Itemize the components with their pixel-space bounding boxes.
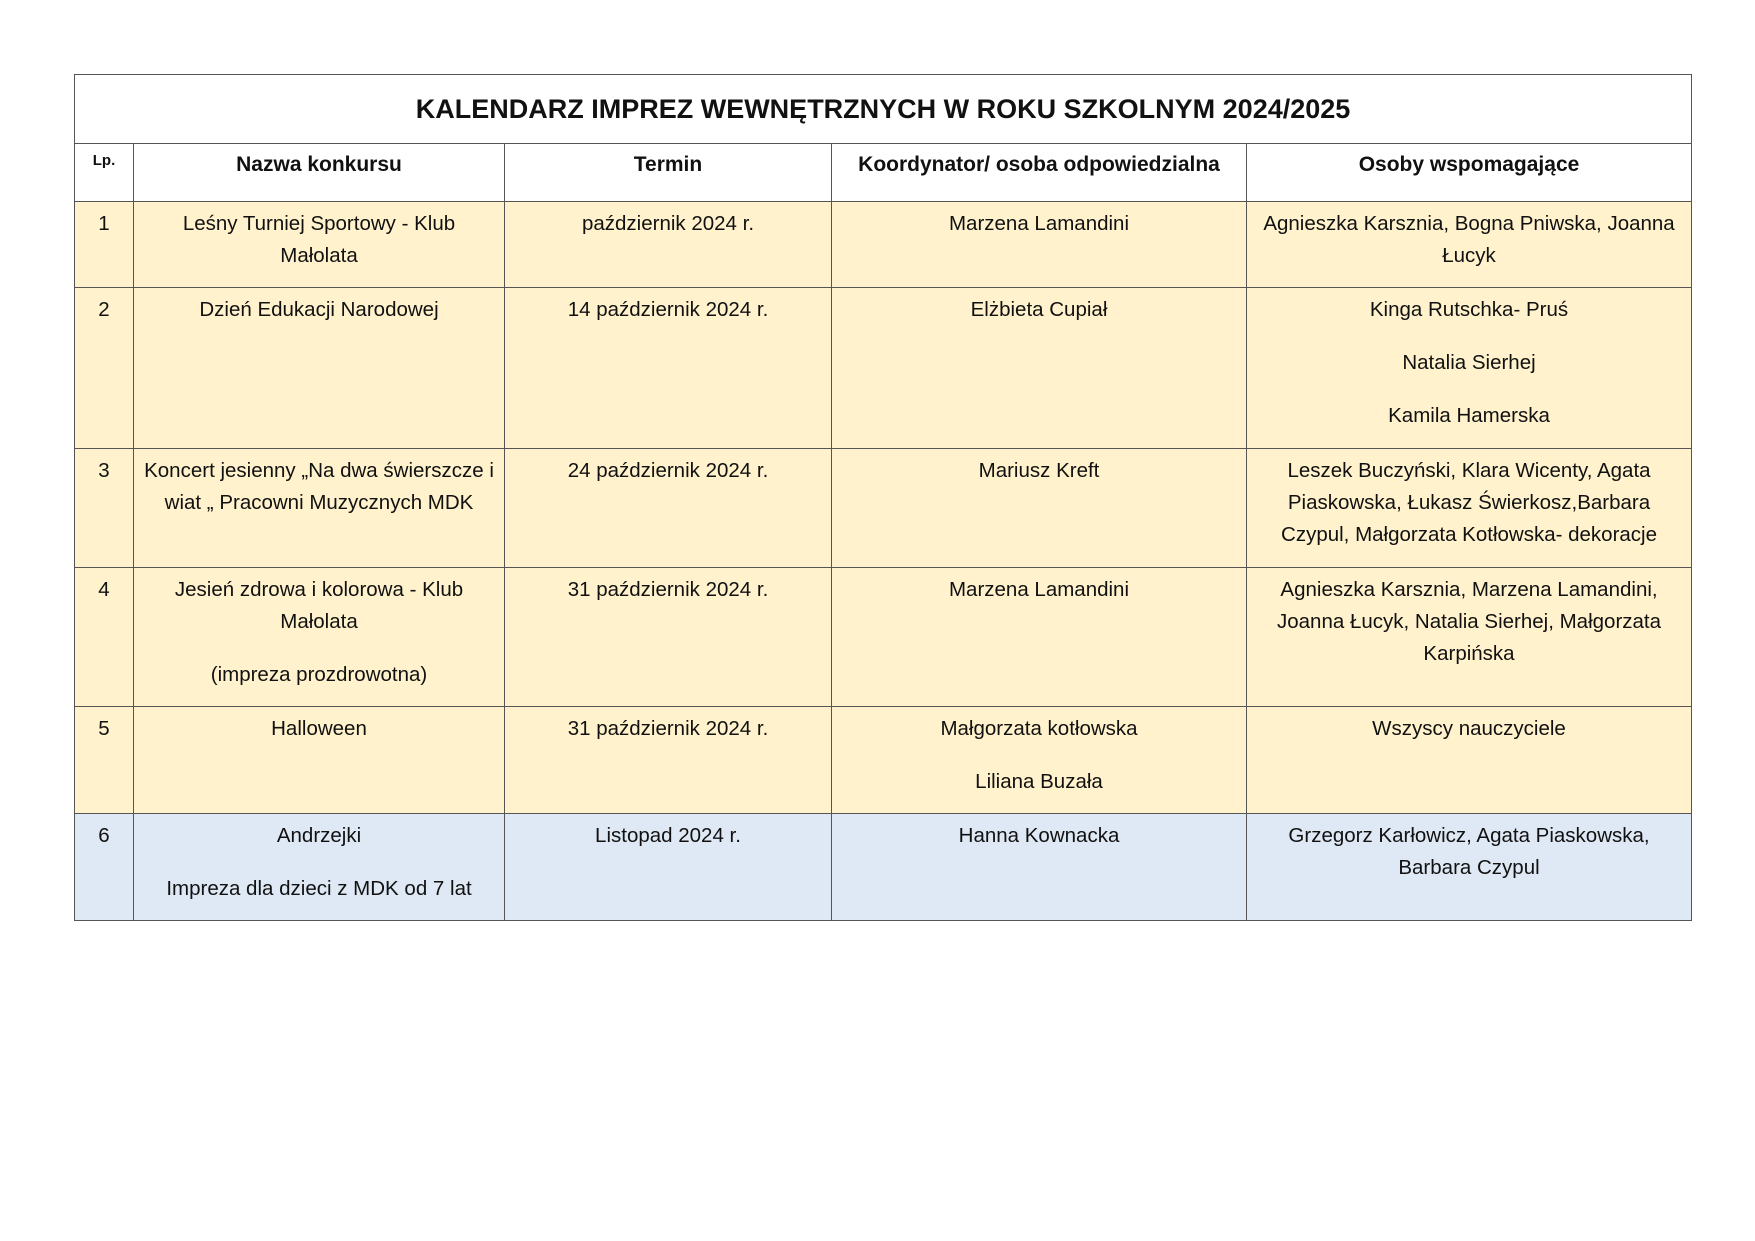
date-cell	[505, 707, 832, 814]
lp-cell	[75, 568, 134, 707]
name-cell	[134, 814, 505, 921]
coordinator-name: Liliana Buzała	[975, 770, 1103, 793]
page-title: KALENDARZ IMPREZ WEWNĘTRZNYCH W ROKU SZKOLNYM 2024/2025	[415, 94, 1351, 124]
name-cell	[134, 202, 505, 288]
event-date: 31 październik 2024 r.	[567, 578, 769, 601]
helpers-cell	[1247, 449, 1692, 568]
helpers-cell	[1247, 288, 1692, 449]
event-name: Leśny Turniej Sportowy - Klub Małolata	[182, 212, 456, 267]
title-cell	[75, 75, 1692, 144]
lp-value: 3	[98, 459, 110, 482]
header-lp-label: Lp.	[92, 152, 116, 169]
helper-name: Kinga Rutschka- Pruś	[1369, 298, 1569, 321]
coordinator-name: Marzena Lamandini	[948, 578, 1130, 601]
helpers-cell	[1247, 568, 1692, 707]
helpers-text: Agnieszka Karsznia, Marzena Lamandini, Joanna Łucyk, Natalia Sierhej, Małgorzata Karpińska	[1277, 578, 1662, 665]
name-cell	[134, 707, 505, 814]
event-note: (impreza prozdrowotna)	[210, 663, 428, 686]
coordinator-cell	[832, 449, 1247, 568]
header-row	[75, 144, 1692, 202]
date-cell	[505, 814, 832, 921]
coordinator-cell	[832, 288, 1247, 449]
coordinator-cell	[832, 202, 1247, 288]
name-cell	[134, 288, 505, 449]
header-coordinator	[832, 144, 1247, 202]
event-name: Andrzejki	[276, 824, 362, 847]
lp-value: 2	[98, 298, 110, 321]
header-date	[505, 144, 832, 202]
helpers-text: Agnieszka Karsznia, Bogna Pniwska, Joanna Łucyk	[1263, 212, 1675, 267]
table-row	[75, 707, 1692, 814]
coordinator-name: Marzena Lamandini	[948, 212, 1130, 235]
lp-value: 4	[98, 578, 110, 601]
table-row	[75, 288, 1692, 449]
coordinator-cell	[832, 814, 1247, 921]
date-cell	[505, 449, 832, 568]
helpers-text: Grzegorz Karłowicz, Agata Piaskowska, Barbara Czypul	[1288, 824, 1650, 879]
lp-value: 6	[98, 824, 110, 847]
event-note: Impreza dla dzieci z MDK od 7 lat	[166, 877, 472, 900]
table-row	[75, 449, 1692, 568]
coordinator-name: Elżbieta Cupiał	[970, 298, 1108, 321]
helpers-text: Wszyscy nauczyciele	[1372, 717, 1566, 740]
coordinator-name: Małgorzata kotłowska	[940, 717, 1138, 740]
lp-cell	[75, 288, 134, 449]
events-calendar-table	[74, 74, 1692, 921]
event-date: październik 2024 r.	[581, 212, 755, 235]
event-name: Jesień zdrowa i kolorowa - Klub Małolata	[174, 578, 464, 633]
header-name	[134, 144, 505, 202]
event-date: 31 październik 2024 r.	[567, 717, 769, 740]
coordinator-name: Hanna Kownacka	[958, 824, 1120, 847]
table-row	[75, 202, 1692, 288]
header-coordinator-label: Koordynator/ osoba odpowiedzialna	[858, 153, 1220, 176]
date-cell	[505, 568, 832, 707]
header-date-label: Termin	[633, 153, 703, 176]
coordinator-cell	[832, 707, 1247, 814]
coordinator-cell	[832, 568, 1247, 707]
lp-value: 5	[98, 717, 110, 740]
header-helpers	[1247, 144, 1692, 202]
helpers-cell	[1247, 202, 1692, 288]
table-row	[75, 568, 1692, 707]
date-cell	[505, 288, 832, 449]
helpers-text: Leszek Buczyński, Klara Wicenty, Agata Piaskowska, Łukasz Świerkosz,Barbara Czypul, Małgorzata Kotłowska- dekoracje	[1281, 459, 1658, 546]
event-name: Koncert jesienny „Na dwa świerszcze i wiat „ Pracowni Muzycznych MDK	[144, 459, 494, 514]
header-lp	[75, 144, 134, 202]
name-cell	[134, 568, 505, 707]
helpers-cell	[1247, 814, 1692, 921]
header-helpers-label: Osoby wspomagające	[1358, 153, 1580, 176]
event-date: 14 październik 2024 r.	[567, 298, 769, 321]
helper-name: Natalia Sierhej	[1402, 351, 1536, 374]
date-cell	[505, 202, 832, 288]
lp-cell	[75, 707, 134, 814]
helpers-cell	[1247, 707, 1692, 814]
coordinator-name: Mariusz Kreft	[978, 459, 1100, 482]
lp-cell	[75, 202, 134, 288]
table-row	[75, 814, 1692, 921]
lp-value: 1	[98, 212, 110, 235]
lp-cell	[75, 449, 134, 568]
title-row	[75, 75, 1692, 144]
name-cell	[134, 449, 505, 568]
event-name: Halloween	[271, 717, 367, 740]
helper-name: Kamila Hamerska	[1388, 404, 1550, 427]
lp-cell	[75, 814, 134, 921]
header-name-label: Nazwa konkursu	[236, 153, 402, 176]
event-date: Listopad 2024 r.	[595, 824, 741, 847]
event-name: Dzień Edukacji Narodowej	[199, 298, 439, 321]
event-date: 24 październik 2024 r.	[567, 459, 769, 482]
